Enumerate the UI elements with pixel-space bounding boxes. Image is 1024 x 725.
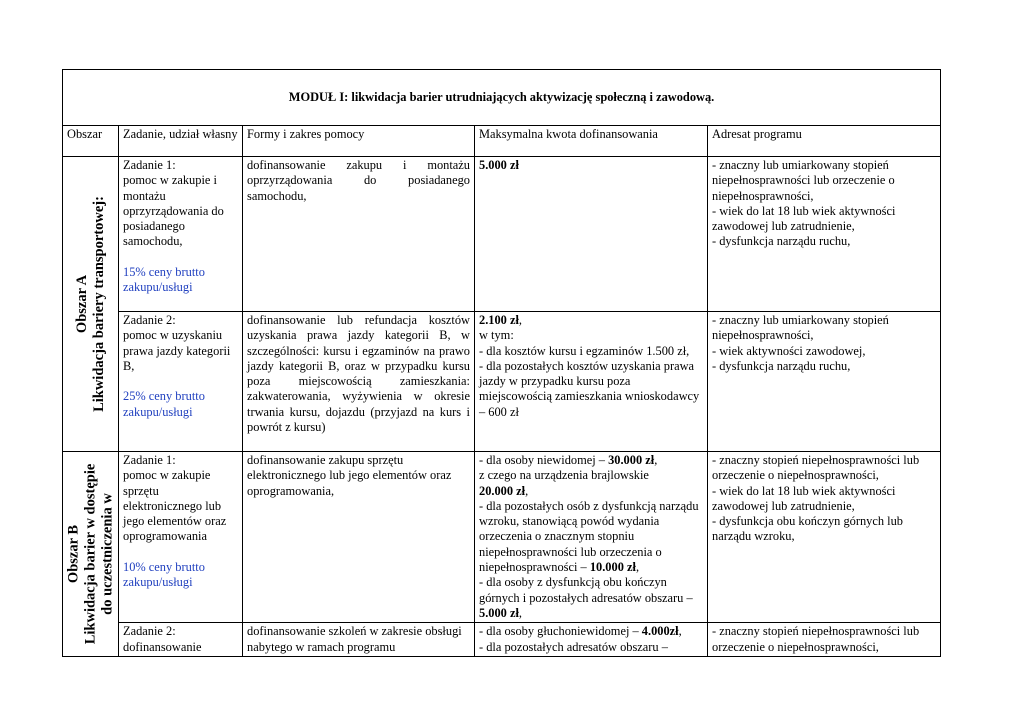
area-a-label-cell bbox=[63, 157, 119, 452]
forms-cell: dofinansowanie szkoleń w zakresie obsługi nabytego w ramach programu bbox=[243, 623, 475, 657]
task-cell bbox=[119, 452, 243, 623]
recipient-cell bbox=[708, 157, 941, 312]
program-table bbox=[62, 69, 941, 657]
task-share: 10% ceny brutto zakupu/usługi bbox=[123, 560, 205, 590]
amount-text: - dla osoby głuchoniewidomej – bbox=[479, 624, 642, 639]
recipient-line: - znaczny lub umiarkowany stopień niepełnosprawności, bbox=[712, 313, 889, 343]
area-a-title: Obszar A bbox=[73, 274, 90, 334]
recipient-line: - wiek aktywności zawodowej, bbox=[712, 343, 866, 358]
header-formy: Formy i zakres pomocy bbox=[243, 126, 475, 157]
forms-cell: dofinansowanie lub refundacja kosztów uzyskania prawa jazdy kategorii B, w szczególności: kursu i egzaminów na prawo jazdy kategorii B, oraz w przypadku kursu poza miejscowością zamieszkania: zakwaterowania, wyżywienia w okresie trwania kursu, dojazdu (przyjazd na kurs i powrót z kursu) bbox=[243, 312, 475, 452]
area-b-title: Obszar B bbox=[65, 524, 81, 584]
amount-text: - dla osoby z dysfunkcją obu kończyn górnych i pozostałych adresatów obszaru – bbox=[479, 575, 693, 605]
task-share: 25% ceny brutto zakupu/usługi bbox=[123, 389, 205, 419]
amount-line: - dla pozostałych kosztów uzyskania prawa jazdy w przypadku kursu poza miejscowością zamieszkania wnioskodawcy – 600 zł bbox=[479, 358, 700, 419]
recipient-cell bbox=[708, 312, 941, 452]
recipient-line: - dysfunkcja narządu ruchu, bbox=[712, 358, 851, 373]
task-name: Zadanie 2: bbox=[123, 624, 176, 639]
amount-bold: 4.000zł bbox=[641, 624, 679, 639]
amount-cell: - dla osoby niewidomej – 30.000 zł, z czego na urządzenia brajlowskie 20.000 zł, - dla pozostałych osób z dysfunkcją narządu wzroku, stanowiącą powód wydania orzeczenia o znacznym stopniu niepełnosprawności lub orzeczenia o niepełnosprawności – 10.000 zł, - dla osoby z dysfunkcją obu kończyn górnych i pozostałych adresatów obszaru – 5.000 zł, bbox=[475, 452, 708, 623]
area-b-subtitle-2: do uczestniczenia w bbox=[99, 493, 115, 615]
header-kwota: Maksymalna kwota dofinansowania bbox=[475, 126, 708, 157]
table-row bbox=[63, 312, 941, 452]
task-name: Zadanie 2: bbox=[123, 313, 176, 327]
forms-cell: dofinansowanie zakupu sprzętu elektronicznego lub jego elementów oraz oprogramowania, bbox=[243, 452, 475, 623]
amount-bold: 5.000 zł bbox=[479, 605, 519, 620]
header-obszar: Obszar bbox=[63, 126, 119, 157]
amount-bold: 2.100 zł bbox=[479, 313, 519, 327]
table-row bbox=[63, 623, 941, 657]
amount-bold: 10.000 zł bbox=[589, 560, 636, 575]
header-row bbox=[63, 126, 941, 157]
area-b-label-cell bbox=[63, 452, 119, 657]
recipient-line: - dysfunkcja narządu ruchu, bbox=[712, 234, 851, 249]
recipient-cell bbox=[708, 452, 941, 623]
task-share: 15% ceny brutto zakupu/usługi bbox=[123, 265, 205, 295]
recipient-line: - znaczny stopień niepełnosprawności lub orzeczenie o niepełnosprawności, bbox=[712, 453, 920, 483]
amount-text: - dla osoby niewidomej – bbox=[479, 453, 609, 467]
task-desc: dofinansowanie bbox=[123, 639, 202, 654]
forms-cell: dofinansowanie zakupu i montażu oprzyrządowania do posiadanego samochodu, bbox=[243, 157, 475, 312]
amount-cell: 5.000 zł bbox=[475, 157, 708, 312]
recipient-line: - znaczny lub umiarkowany stopień niepełnosprawności lub orzeczenie o niepełnosprawności, bbox=[712, 158, 895, 203]
amount-line: - dla kosztów kursu i egzaminów 1.500 zł, bbox=[479, 343, 690, 358]
task-desc: pomoc w uzyskaniu prawa jazdy kategorii B, bbox=[123, 328, 231, 373]
amount-line: w tym: bbox=[479, 328, 514, 343]
task-desc: pomoc w zakupie sprzętu elektronicznego lub jego elementów oraz oprogramowania bbox=[123, 468, 227, 544]
task-cell bbox=[119, 312, 243, 452]
amount-cell: - dla osoby głuchoniewidomej – 4.000zł, - dla pozostałych adresatów obszaru – bbox=[475, 623, 708, 657]
amount-bold: 20.000 zł bbox=[479, 483, 526, 498]
recipient-line: - dysfunkcja obu kończyn górnych lub narządu wzroku, bbox=[712, 514, 903, 544]
recipient-line: - wiek do lat 18 lub wiek aktywności zawodowej lub zatrudnienie, bbox=[712, 483, 896, 513]
amount-bold: 30.000 zł bbox=[608, 453, 655, 467]
recipient-cell: - znaczny stopień niepełnosprawności lub orzeczenie o niepełnosprawności, bbox=[708, 623, 941, 657]
task-cell bbox=[119, 157, 243, 312]
table-row bbox=[63, 452, 941, 623]
amount-text: z czego na urządzenia brajlowskie bbox=[479, 468, 649, 483]
task-desc: pomoc w zakupie i montażu oprzyrządowania do posiadanego samochodu, bbox=[123, 173, 224, 249]
recipient-line: - wiek do lat 18 lub wiek aktywności zawodowej lub zatrudnienie, bbox=[712, 203, 896, 234]
task-name: Zadanie 1: bbox=[123, 453, 176, 467]
header-adresat: Adresat programu bbox=[708, 126, 941, 157]
module-title: MODUŁ I: likwidacja barier utrudniających aktywizację społeczną i zawodową. bbox=[63, 70, 941, 126]
area-b-subtitle: Likwidacja barier w dostępie bbox=[82, 463, 98, 645]
area-a-subtitle: Likwidacja bariery transportowej: bbox=[90, 196, 107, 412]
task-name: Zadanie 1: bbox=[123, 158, 176, 172]
amount-text: - dla pozostałych adresatów obszaru – bbox=[479, 639, 668, 654]
amount-cell: 2.100 zł, w tym: - dla kosztów kursu i egzaminów 1.500 zł, - dla pozostałych kosztów uzyskania prawa jazdy w przypadku kursu poza miejscowością zamieszkania wnioskodawcy – 600 zł bbox=[475, 312, 708, 452]
header-zadanie: Zadanie, udział własny bbox=[119, 126, 243, 157]
task-cell bbox=[119, 623, 243, 657]
table-row bbox=[63, 157, 941, 312]
amount-text: - dla pozostałych osób z dysfunkcją narządu wzroku, stanowiącą powód wydania orzeczenia o znacznym stopniu niepełnosprawności lub orzeczenia o niepełnosprawności – bbox=[479, 498, 699, 575]
